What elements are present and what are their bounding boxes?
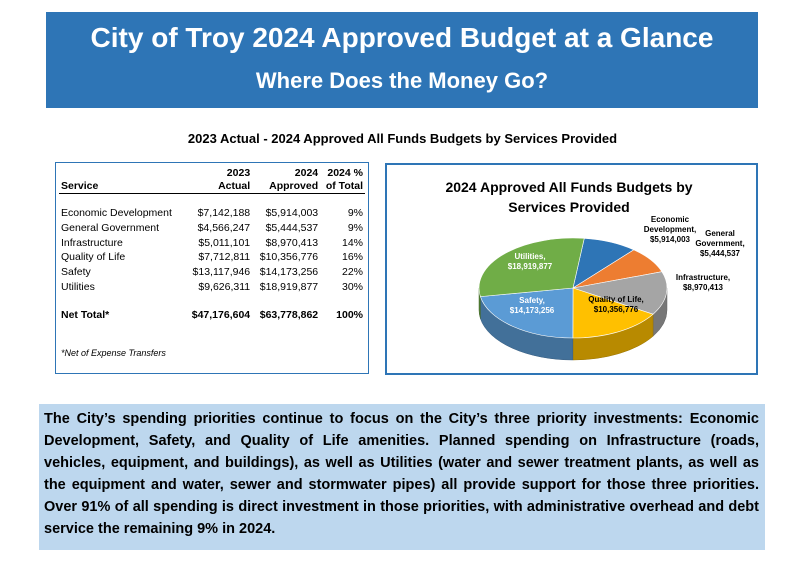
pie-label-line: $5,444,537 (699, 249, 741, 258)
pie-label-line: $14,173,256 (509, 306, 555, 315)
footnote: *Net of Expense Transfers (61, 348, 166, 358)
table-row: Utilities $9,626,311 $18,919,877 30% (61, 280, 363, 293)
pie-label-line: $8,970,413 (682, 283, 724, 292)
pie-label-line: $5,914,003 (649, 235, 691, 244)
page-subtitle: Where Does the Money Go? (255, 68, 549, 93)
pie-label-line: Safety, (519, 296, 545, 305)
col-2024-top: 2024 (294, 167, 319, 179)
total-row: Net Total* $47,176,604 $63,778,862 100% (61, 308, 363, 321)
pie-label-line: $10,356,776 (593, 305, 639, 314)
pie-label-line: $18,919,877 (507, 262, 553, 271)
pie-label-general-government (685, 229, 755, 259)
col-2024-bottom: Approved (252, 180, 320, 194)
col-service: Service (59, 180, 184, 194)
pie-label-quality-of-life (580, 295, 652, 315)
table-row: General Government $4,566,247 $5,444,537 9% (61, 221, 363, 234)
pie-label-line: General (705, 229, 735, 238)
pie-label-line: Utilities, (514, 252, 546, 261)
chart-title: 2024 Approved All Funds Budgets by Services Provided (445, 179, 693, 215)
pie-label-line: Development, (643, 225, 697, 234)
table-title: 2023 Actual - 2024 Approved All Funds Budgets by Services Provided (187, 131, 618, 146)
budget-table-box (55, 162, 369, 374)
pie-label-infrastructure (663, 273, 743, 293)
budget-table (59, 167, 365, 323)
pie-label-line: Government, (695, 239, 745, 248)
table-row: Safety $13,117,946 $14,173,256 22% (61, 266, 363, 279)
pie-chart-box (385, 163, 758, 375)
table-row: Economic Development $7,142,188 $5,914,003 9% (61, 207, 363, 219)
page-title: City of Troy 2024 Approved Budget at a Glance (90, 22, 714, 53)
pie-label-safety (499, 296, 565, 316)
col-2023-bottom: Actual (184, 180, 252, 194)
pie-label-line: Economic (650, 215, 690, 224)
col-pct-bottom: of Total (320, 180, 365, 194)
pie-label-utilities (497, 252, 563, 272)
pie-label-line: Quality of Life, (588, 295, 644, 304)
title-banner (46, 12, 758, 108)
table-row: Infrastructure $5,011,101 $8,970,413 14% (61, 236, 363, 249)
summary-paragraph: The City’s spending priorities continue to focus on the City’s three priority investments: Economic Development, Safety, and Quality of Life amenities. Planned spending on Infrastructure (roads, vehicles, equipment, and buildings), as well as Utilities (water and sewer treatment plants, as well as the equipment and water, sewer and stormwater pipes) all provide support for those three priorities. Over 91% of all spending is direct investment in those priorities, with administrative overhead and debt service the remaining 9% in 2024. (39, 404, 765, 550)
pie-chart (387, 165, 756, 373)
col-2023-top: 2023 (226, 167, 251, 179)
pie-label-line: Infrastructure, (675, 273, 731, 282)
col-pct-top: 2024 % (327, 167, 363, 179)
table-row: Quality of Life $7,712,811 $10,356,776 16% (61, 251, 363, 264)
